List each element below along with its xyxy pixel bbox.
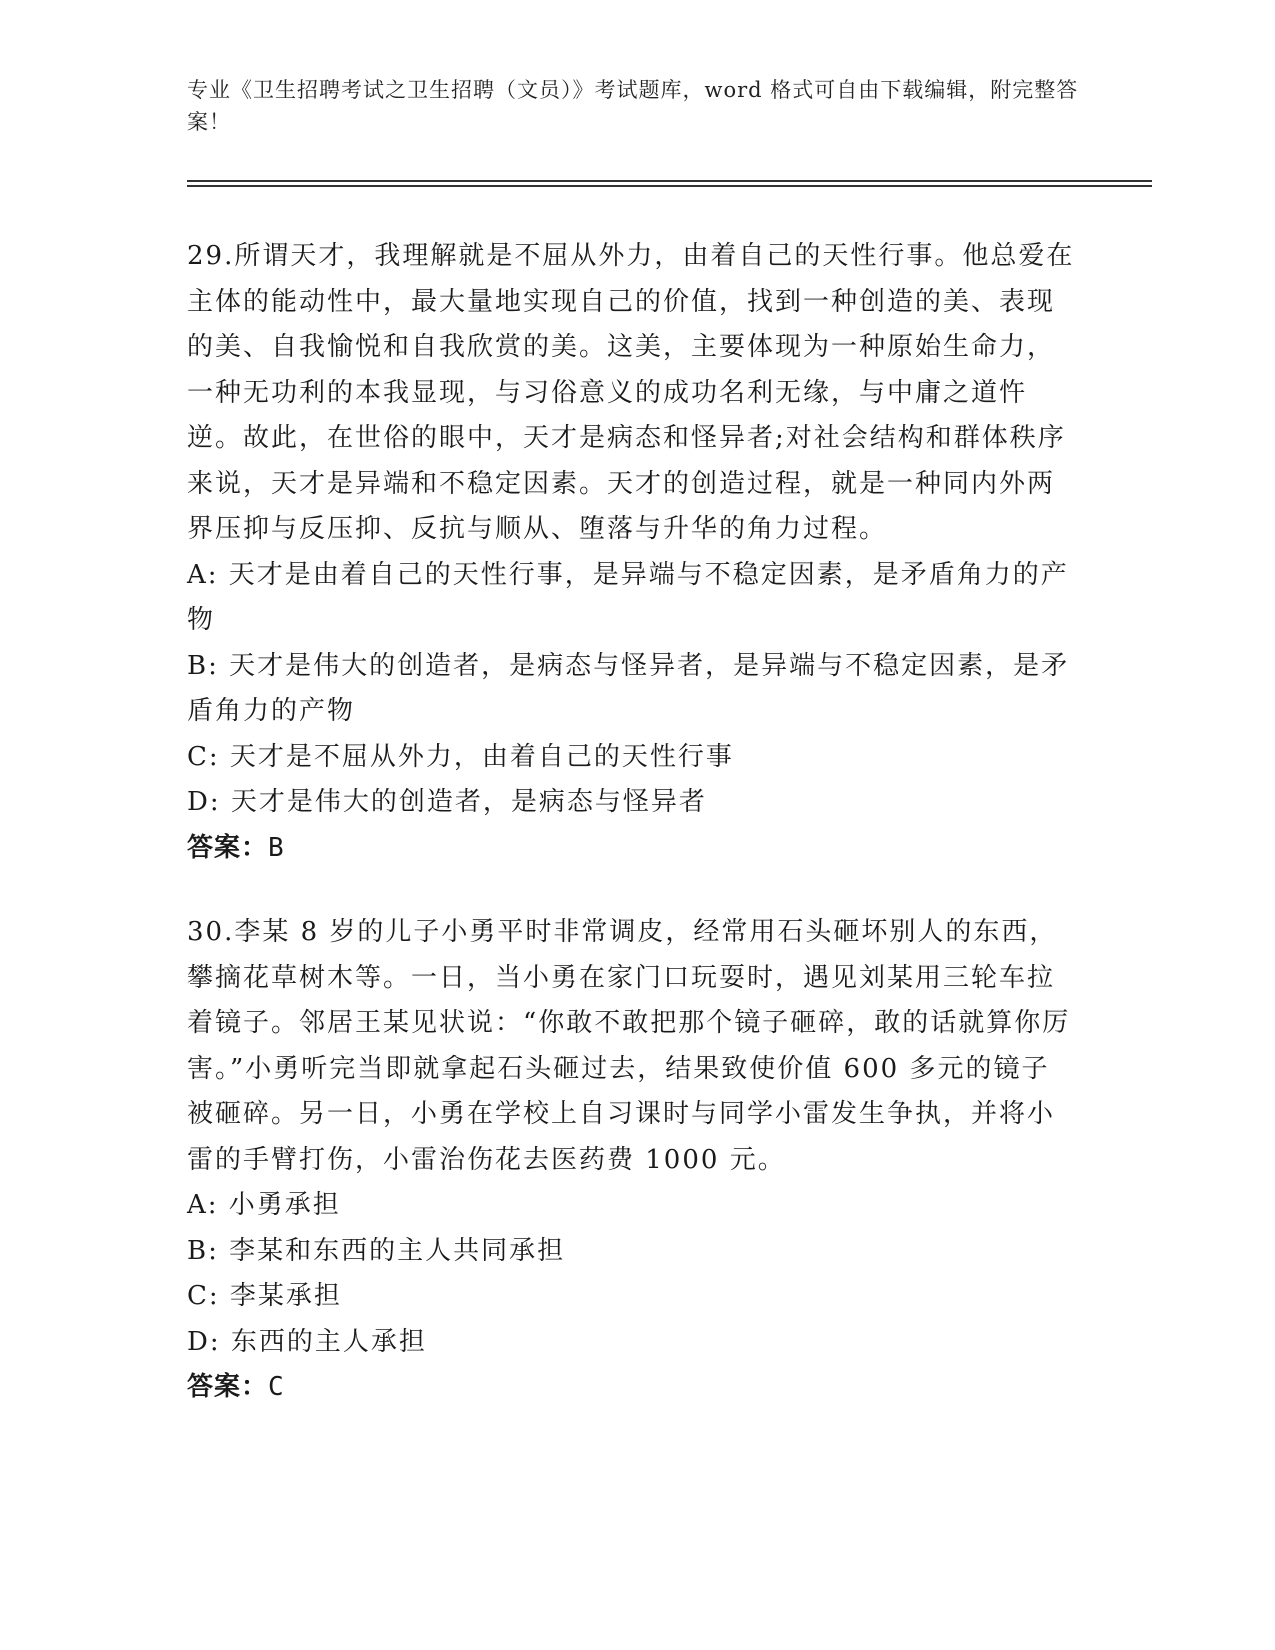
header-divider-top <box>187 180 1152 182</box>
question-stem: 29.所谓天才，我理解就是不屈从外力，由着自己的天性行事。他总爱在主体的能动性中，最大量地实现自己的价值，找到一种创造的美、表现的美、自我愉悦和自我欣赏的美。这美，主要体现为一种原始生命力，一种无功利的本我显现，与习俗意义的成功名利无缘，与中庸之道忤逆。故此，在世俗的眼中，天才是病态和怪异者;对社会结构和群体秩序来说，天才是异端和不稳定因素。天才的创造过程，就是一种同内外两界压抑与反压抑、反抗与顺从、堕落与升华的角力过程。 <box>187 241 1075 544</box>
answer-label: 答案： <box>187 832 269 863</box>
option-c: C: 天才是不屈从外力，由着自己的天性行事 <box>187 741 734 772</box>
option-a: A: 小勇承担 <box>187 1190 341 1220</box>
option-c: C: 李某承担 <box>187 1281 342 1311</box>
answer-label: 答案： <box>187 1372 269 1402</box>
header-divider-bottom <box>187 185 1152 187</box>
option-a: A: 天才是由着自己的天性行事，是异端与不稳定因素，是矛盾角力的产物 <box>187 559 1069 635</box>
answer-value: C <box>268 1372 285 1402</box>
option-d: D: 东西的主人承担 <box>187 1326 427 1357</box>
option-b: B: 李某和东西的主人共同承担 <box>187 1235 566 1266</box>
question-30 <box>187 910 1077 1411</box>
answer-value: B <box>268 832 285 863</box>
option-b: B: 天才是伟大的创造者，是病态与怪异者，是异端与不稳定因素，是矛盾角力的产物 <box>187 650 1070 726</box>
document-header: 专业《卫生招聘考试之卫生招聘（文员）》考试题库，word 格式可自由下载编辑，附完整答案！ <box>187 78 1079 134</box>
question-29 <box>187 234 1077 871</box>
question-stem: 30.李某 8 岁的儿子小勇平时非常调皮，经常用石头砸坏别人的东西，攀摘花草树木等。一日，当小勇在家门口玩耍时，遇见刘某用三轮车拉着镜子。邻居王某见状说：“你敢不敢把那个镜子砸碎，敢的话就算你厉害。”小勇听完当即就拿起石头砸过去，结果致使价值 600 多元的镜子被砸碎。另一日，小勇在学校上自习课时与同学小雷发生争执，并将小雷的手臂打伤，小雷治伤花去医药费 1000 元。 <box>187 917 1071 1175</box>
answer-line <box>187 1365 1077 1411</box>
answer-line <box>187 826 1077 872</box>
option-d: D: 天才是伟大的创造者，是病态与怪异者 <box>187 787 707 817</box>
